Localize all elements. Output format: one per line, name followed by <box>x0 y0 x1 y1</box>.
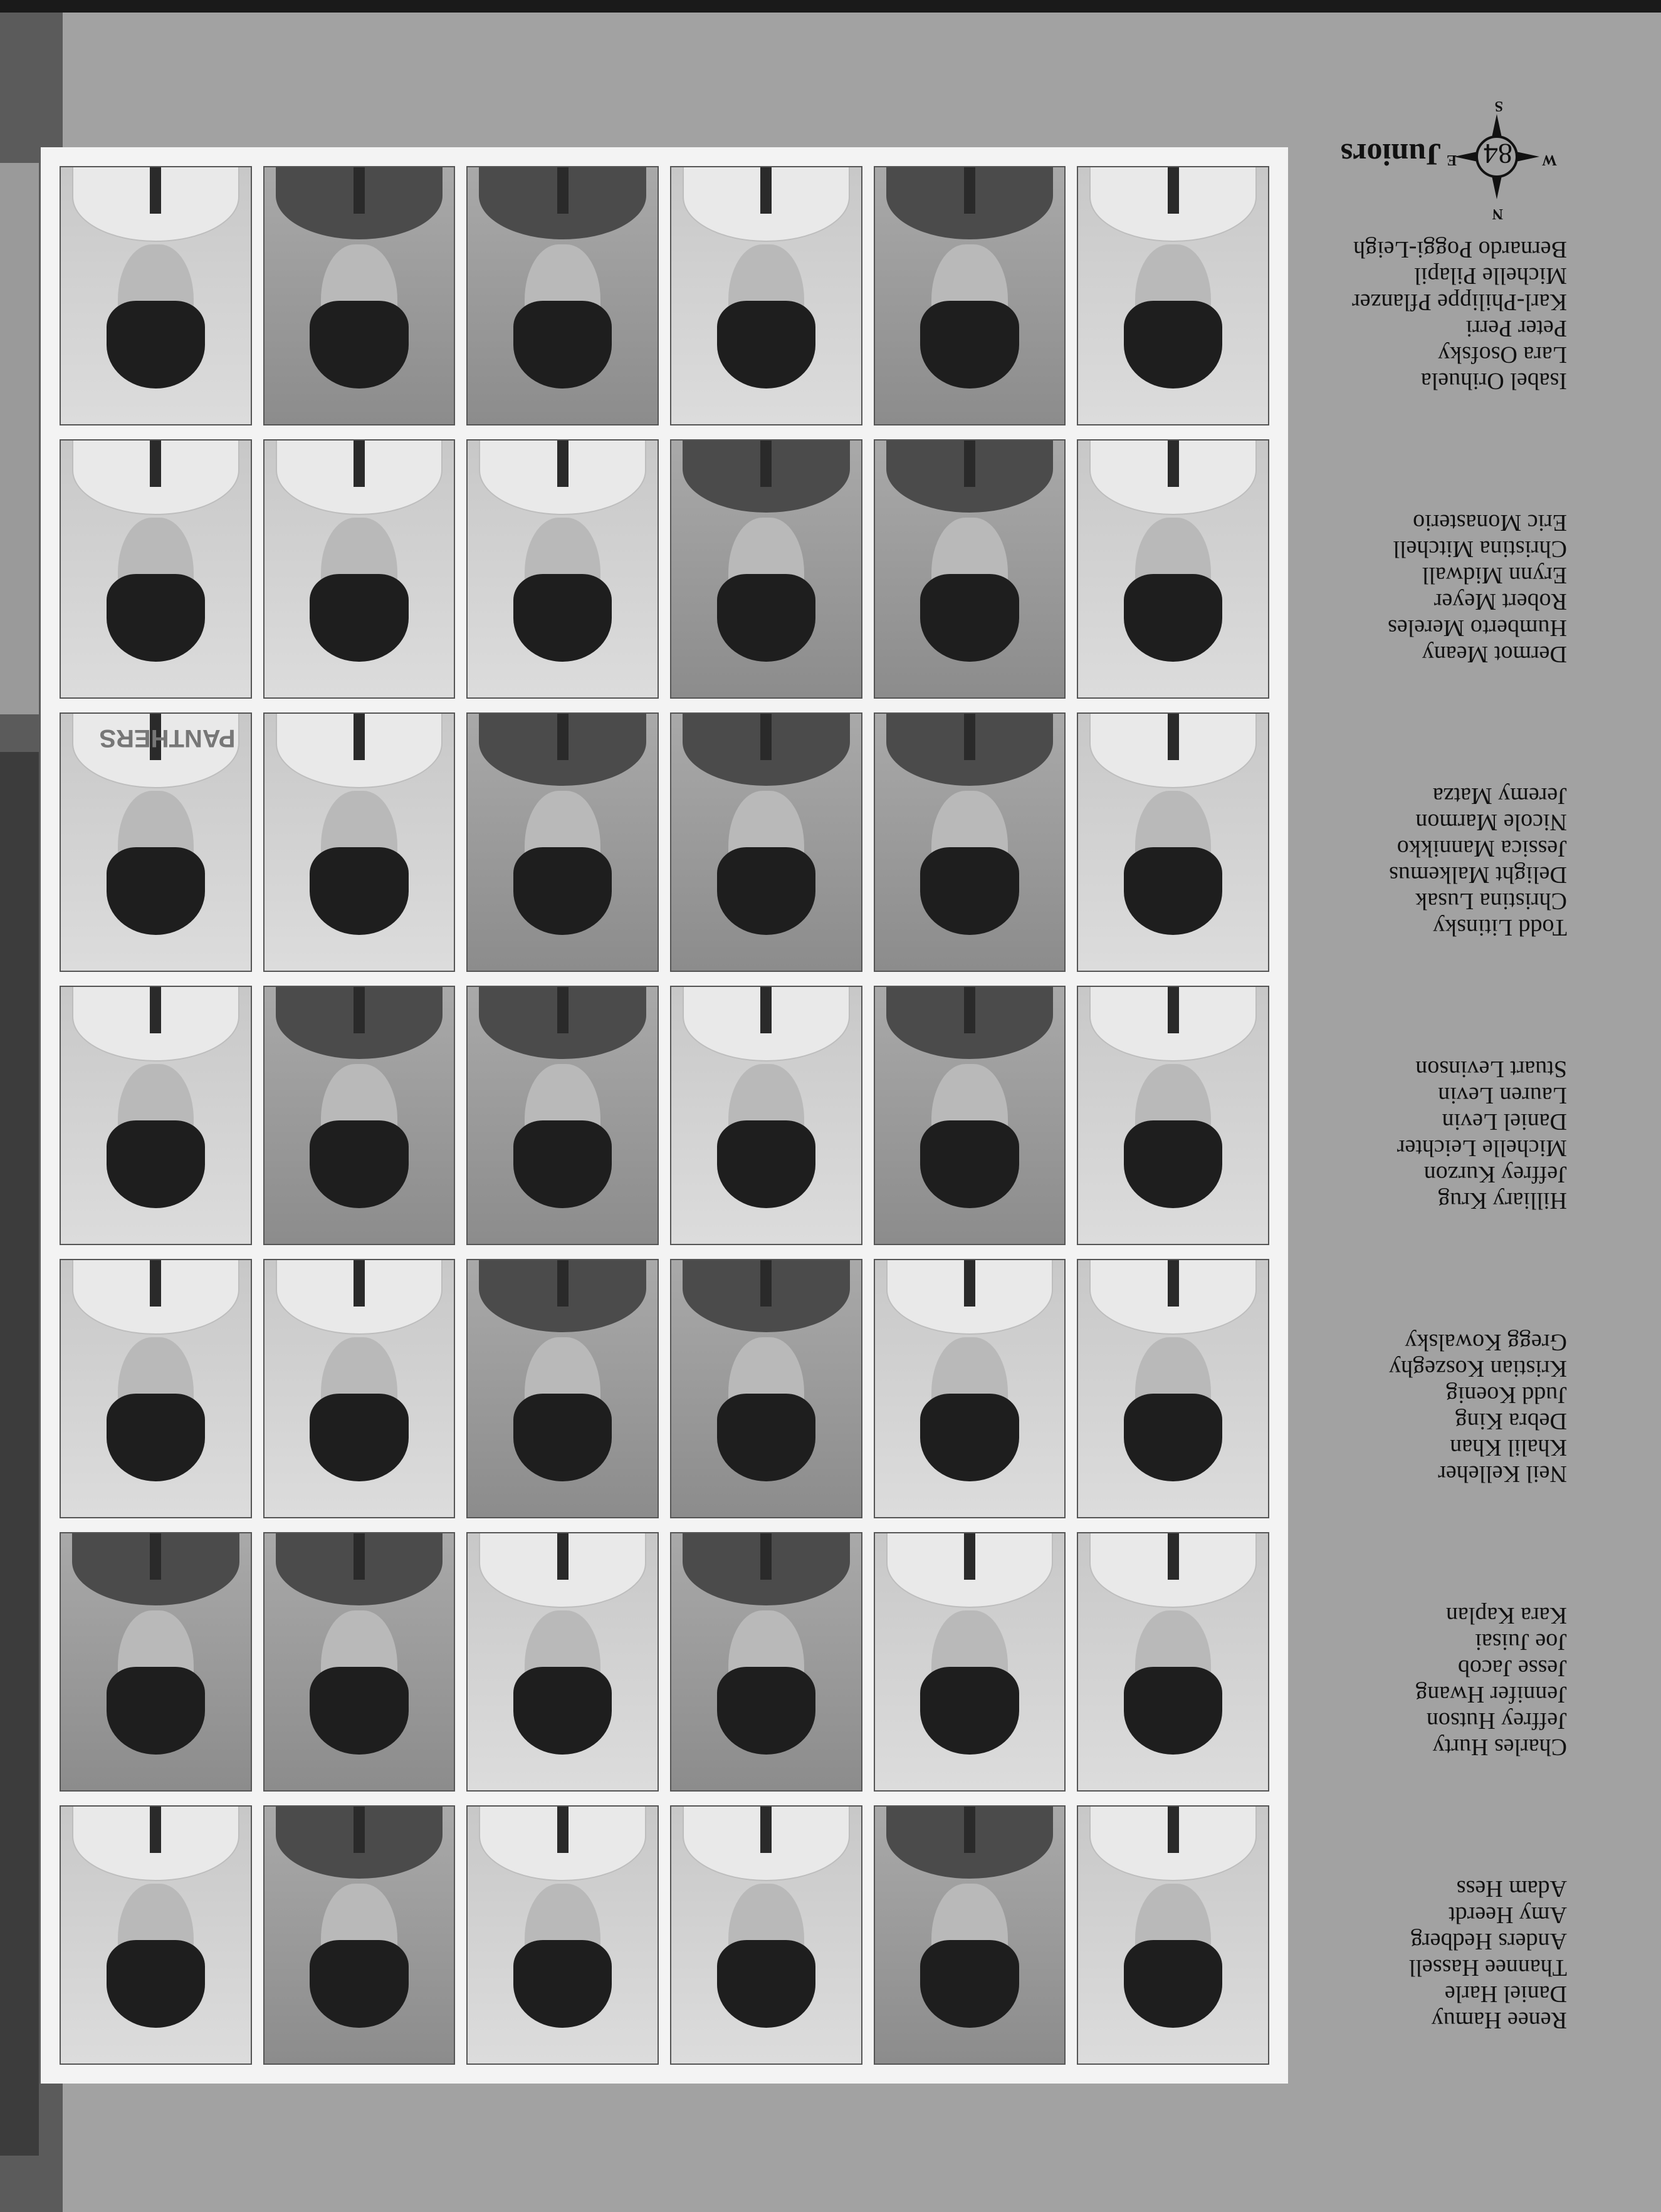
student-name: Amy Heerdt <box>1449 1902 1567 1928</box>
student-portrait <box>263 1805 456 2065</box>
student-portrait <box>60 166 252 425</box>
portrait-tie <box>354 986 365 1033</box>
student-portrait <box>60 712 252 972</box>
student-portrait <box>466 986 659 1245</box>
portrait-tie <box>760 986 772 1033</box>
student-name: Neil Kelleher <box>1438 1461 1567 1487</box>
portrait-hair <box>920 1940 1019 2027</box>
portrait-hair <box>310 1394 408 1481</box>
portrait-tie <box>964 986 975 1033</box>
name-list <box>1291 1602 1567 1760</box>
student-name: Hilliary Krug <box>1438 1187 1567 1214</box>
portrait-tie <box>760 439 772 487</box>
portrait-hair <box>107 1394 205 1481</box>
compass-n: N <box>1492 206 1503 222</box>
portrait-hair <box>717 1120 815 1208</box>
portrait-tie <box>557 712 569 760</box>
portrait-tie <box>964 712 975 760</box>
student-name: Jennifer Hwang <box>1415 1681 1567 1708</box>
portrait-hair <box>513 1394 612 1481</box>
student-name: Christina Mitchell <box>1393 536 1567 562</box>
student-name: Jeremy Matza <box>1432 783 1567 809</box>
portrait-hair <box>513 1667 612 1754</box>
student-portrait <box>670 1259 862 1518</box>
portrait-hair <box>717 1394 815 1481</box>
portrait-tie <box>150 166 161 214</box>
student-portrait <box>263 439 456 699</box>
portrait-tie <box>354 1805 365 1853</box>
portrait-tie <box>964 1259 975 1307</box>
student-portrait <box>1077 712 1269 972</box>
student-portrait <box>874 166 1066 425</box>
portrait-tie <box>354 166 365 214</box>
shirt-lettering: PANTHERS <box>99 724 236 753</box>
portrait-hair <box>1124 1120 1222 1208</box>
name-list <box>1291 1329 1567 1487</box>
portrait-tie <box>1168 1259 1179 1307</box>
portrait-hair <box>717 301 815 388</box>
student-name: Dermot Meany <box>1422 641 1567 667</box>
portrait-tie <box>557 1532 569 1580</box>
portrait-tie <box>964 1805 975 1853</box>
page-header <box>1297 98 1557 222</box>
portrait-hair <box>920 1120 1019 1208</box>
student-name: Eric Monasterio <box>1413 509 1567 536</box>
photo-sheet <box>41 147 1288 2084</box>
student-portrait <box>466 1805 659 2065</box>
student-name: Adam Hess <box>1456 1876 1567 1902</box>
student-portrait <box>1077 1805 1269 2065</box>
student-portrait <box>874 1532 1066 1792</box>
section-title: Juniors <box>1340 137 1442 172</box>
portrait-hair <box>1124 301 1222 388</box>
student-portrait <box>263 1532 456 1792</box>
student-name: Judd Koenig <box>1445 1382 1567 1408</box>
student-name: Humberto Mereles <box>1388 615 1567 641</box>
portrait-hair <box>310 574 408 661</box>
student-portrait <box>263 712 456 972</box>
student-portrait <box>1077 1532 1269 1792</box>
portrait-hair <box>310 847 408 934</box>
portrait-hair <box>107 1940 205 2027</box>
student-portrait <box>1077 986 1269 1245</box>
portrait-hair <box>1124 1394 1222 1481</box>
student-name: Karl-Philippe Pflanzer <box>1352 289 1567 315</box>
portrait-tie <box>354 712 365 760</box>
compass-s: S <box>1494 98 1503 114</box>
compass-e: E <box>1446 152 1457 168</box>
portrait-hair <box>513 301 612 388</box>
portrait-hair <box>1124 847 1222 934</box>
portrait-hair <box>920 1667 1019 1754</box>
student-portrait <box>466 1532 659 1792</box>
portrait-tie <box>1168 1805 1179 1853</box>
student-portrait <box>466 1259 659 1518</box>
portrait-hair <box>1124 1667 1222 1754</box>
student-portrait <box>60 1805 252 2065</box>
portrait-tie <box>1168 1532 1179 1580</box>
student-portrait <box>263 166 456 425</box>
portrait-tie <box>557 1805 569 1853</box>
student-name: Robert Meyer <box>1433 588 1567 615</box>
student-name: Erynn Midwall <box>1422 562 1567 588</box>
portrait-tie <box>354 1259 365 1307</box>
student-name: Charles Hurty <box>1432 1734 1567 1760</box>
student-portrait <box>1077 1259 1269 1518</box>
portrait-hair <box>513 1120 612 1208</box>
portrait-hair <box>717 1940 815 2027</box>
portrait-tie <box>557 166 569 214</box>
photo-grid <box>60 166 1269 2065</box>
portrait-hair <box>920 1394 1019 1481</box>
portrait-hair <box>920 847 1019 934</box>
student-portrait <box>874 1805 1066 2065</box>
student-portrait <box>670 1805 862 2065</box>
student-portrait <box>874 712 1066 972</box>
name-list <box>1291 509 1567 667</box>
student-name: Jeffrey Kurzon <box>1423 1161 1567 1187</box>
student-name: Anders Hedberg <box>1410 1928 1567 1954</box>
name-list <box>1291 236 1567 394</box>
student-portrait <box>874 1259 1066 1518</box>
portrait-tie <box>760 1259 772 1307</box>
student-portrait <box>1077 166 1269 425</box>
portrait-hair <box>920 301 1019 388</box>
portrait-hair <box>513 847 612 934</box>
student-name: Peter Perri <box>1465 315 1567 342</box>
student-portrait <box>670 986 862 1245</box>
student-name: Jeffrey Hutson <box>1426 1708 1567 1734</box>
portrait-hair <box>513 574 612 661</box>
name-list <box>1291 1876 1567 2033</box>
portrait-tie <box>964 1532 975 1580</box>
student-portrait <box>874 439 1066 699</box>
name-list <box>1291 1056 1567 1214</box>
student-portrait <box>60 986 252 1245</box>
student-portrait <box>466 166 659 425</box>
student-name: Nicole Marmon <box>1415 809 1567 835</box>
portrait-tie <box>150 1532 161 1580</box>
student-name: Lauren Levin <box>1438 1082 1567 1109</box>
portrait-tie <box>1168 439 1179 487</box>
student-portrait <box>670 166 862 425</box>
student-name: Stuart Levinson <box>1415 1056 1567 1082</box>
portrait-tie <box>1168 986 1179 1033</box>
portrait-tie <box>760 166 772 214</box>
portrait-tie <box>964 166 975 214</box>
student-portrait <box>60 1532 252 1792</box>
student-name: Delight Malkemus <box>1389 862 1567 888</box>
student-portrait <box>60 1259 252 1518</box>
student-name: Daniel Levin <box>1442 1109 1567 1135</box>
student-name: Isabel Orihuela <box>1420 368 1567 394</box>
portrait-tie <box>150 1259 161 1307</box>
name-list <box>1291 783 1567 941</box>
portrait-hair <box>717 847 815 934</box>
portrait-hair <box>1124 574 1222 661</box>
student-name: Michelle Leichter <box>1396 1135 1567 1161</box>
portrait-hair <box>310 301 408 388</box>
portrait-hair <box>920 574 1019 661</box>
portrait-hair <box>107 1667 205 1754</box>
student-name: Jesse Jacob <box>1457 1655 1567 1681</box>
student-portrait <box>874 986 1066 1245</box>
student-name: Lara Osofsky <box>1438 342 1567 368</box>
portrait-hair <box>107 1120 205 1208</box>
student-name: Bernardo Poggi-Leigh <box>1353 236 1567 263</box>
portrait-tie <box>964 439 975 487</box>
student-name: Khalil Khan <box>1450 1434 1567 1461</box>
portrait-hair <box>107 847 205 934</box>
portrait-tie <box>150 439 161 487</box>
portrait-tie <box>150 986 161 1033</box>
portrait-hair <box>1124 1940 1222 2027</box>
portrait-tie <box>1168 712 1179 760</box>
portrait-hair <box>310 1120 408 1208</box>
student-name: Debra King <box>1455 1408 1567 1434</box>
portrait-tie <box>760 1532 772 1580</box>
student-portrait <box>263 1259 456 1518</box>
student-portrait <box>1077 439 1269 699</box>
portrait-tie <box>354 439 365 487</box>
portrait-tie <box>557 1259 569 1307</box>
portrait-tie <box>760 712 772 760</box>
student-portrait <box>466 712 659 972</box>
portrait-hair <box>107 574 205 661</box>
portrait-hair <box>717 574 815 661</box>
compass-w: W <box>1542 152 1557 168</box>
portrait-tie <box>354 1532 365 1580</box>
student-portrait <box>60 439 252 699</box>
portrait-tie <box>557 986 569 1033</box>
student-name: Christina Lusak <box>1415 888 1567 914</box>
student-name: Daniel Harle <box>1444 1981 1567 2007</box>
portrait-tie <box>760 1805 772 1853</box>
student-name: Kara Kaplan <box>1445 1602 1567 1629</box>
student-name: Joe Juisai <box>1475 1629 1567 1655</box>
student-name: Thannee Hassell <box>1408 1954 1567 1981</box>
portrait-hair <box>513 1940 612 2027</box>
portrait-tie <box>557 439 569 487</box>
student-portrait <box>670 1532 862 1792</box>
student-name: Todd Litinsky <box>1433 914 1567 941</box>
portrait-hair <box>107 301 205 388</box>
portrait-tie <box>1168 166 1179 214</box>
student-portrait <box>466 439 659 699</box>
page-number: 84 <box>1484 138 1512 170</box>
student-name: Jessica Mannikko <box>1396 835 1567 862</box>
portrait-tie <box>150 1805 161 1853</box>
student-name: Renee Hamuy <box>1431 2007 1567 2033</box>
portrait-hair <box>310 1667 408 1754</box>
student-portrait <box>263 986 456 1245</box>
student-name: Michelle Pilapil <box>1414 263 1567 289</box>
portrait-hair <box>310 1940 408 2027</box>
student-name: Kristian Koszeghy <box>1389 1355 1567 1382</box>
portrait-hair <box>717 1667 815 1754</box>
student-name: Gregg Kowalsky <box>1405 1329 1567 1355</box>
student-portrait <box>670 712 862 972</box>
student-portrait <box>670 439 862 699</box>
